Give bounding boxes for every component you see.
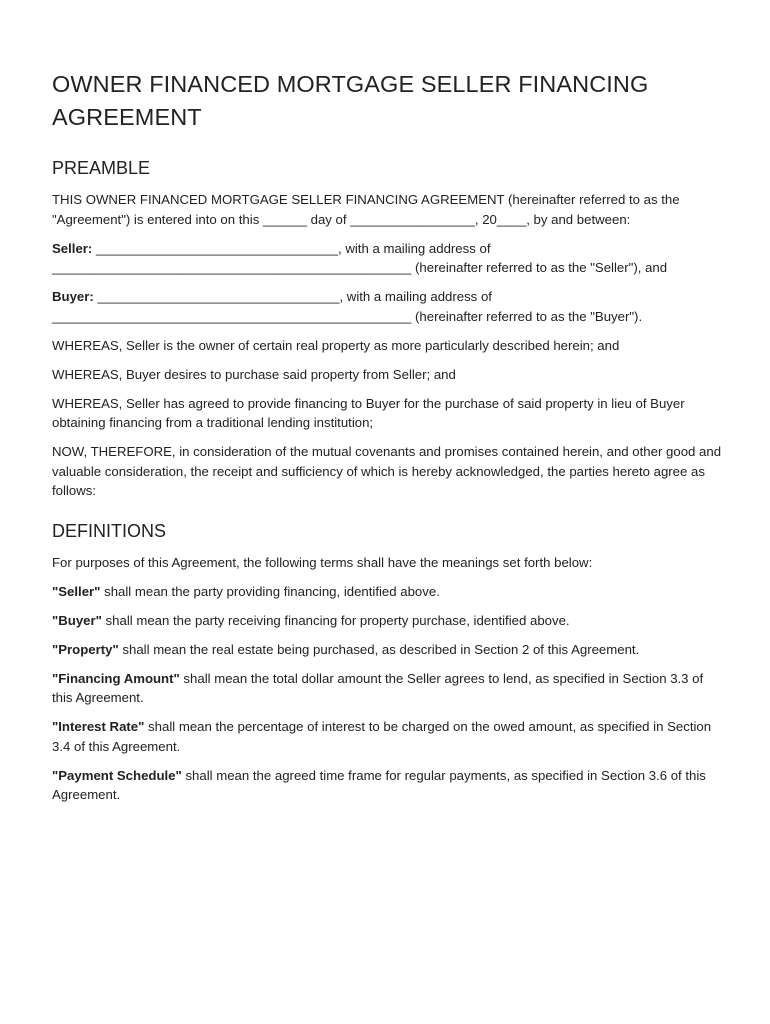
document-page (52, 68, 722, 814)
definition-term: "Property" (52, 641, 119, 657)
definition-text: shall mean the real estate being purchased, as described in Section 2 of this Agreement. (118, 641, 640, 657)
seller-label: Seller: (52, 240, 93, 256)
definition-term: "Interest Rate" (52, 719, 145, 734)
buyer-label: Buyer: (52, 289, 94, 304)
definition-text: shall mean the party providing financing, identified above. (100, 583, 440, 599)
definition-item-property (52, 640, 722, 660)
definition-text: shall mean the party receiving financing for property purchase, identified above. (101, 612, 570, 628)
preamble-intro: THIS OWNER FINANCED MORTGAGE SELLER FINANCING AGREEMENT (hereinafter referred to as the "Agreement") is entered into on this ______ day of _________________, 20____, by and between: (52, 192, 680, 227)
now-therefore-clause: NOW, THEREFORE, in consideration of the mutual covenants and promises contained herein, and other good and valuable consideration, the receipt and sufficiency of which is hereby acknowledged, the parties hereto agree as follows: (52, 444, 722, 498)
seller-text: _________________________________, with a mailing address of _________________________________________________ (hereinafter referred to as the "Seller"), and (52, 240, 668, 275)
definition-item-buyer (52, 611, 722, 631)
definition-term: "Financing Amount" (52, 670, 180, 686)
preamble-heading: PREAMBLE (52, 158, 151, 178)
seller-paragraph (52, 239, 722, 278)
definition-term: "Payment Schedule" (52, 767, 182, 783)
definition-text: shall mean the total dollar amount the Seller agrees to lend, as specified in Section 3.3 of this Agreement. (52, 670, 704, 705)
definition-item-seller (52, 582, 722, 602)
definition-term: "Buyer" (52, 612, 102, 628)
buyer-paragraph (52, 287, 722, 326)
whereas-clause-2: WHEREAS, Buyer desires to purchase said property from Seller; and (52, 366, 456, 382)
definition-item-payment-schedule (52, 766, 722, 805)
definition-text: shall mean the percentage of interest to be charged on the owed amount, as specified in Section 3.4 of this Agreement. (52, 719, 712, 754)
whereas-clause-1: WHEREAS, Seller is the owner of certain real property as more particularly described herein; and (52, 337, 620, 353)
buyer-text: _________________________________, with a mailing address of _________________________________________________ (hereinafter referred to as the "Buyer"). (52, 289, 643, 324)
definition-text: shall mean the agreed time frame for regular payments, as specified in Section 3.6 of this Agreement. (52, 767, 706, 802)
definition-term: "Seller" (52, 583, 101, 599)
whereas-clause-3: WHEREAS, Seller has agreed to provide financing to Buyer for the purchase of said property in lieu of Buyer obtaining financing from a traditional lending institution; (52, 395, 685, 430)
definitions-heading: DEFINITIONS (52, 520, 167, 541)
definition-item-financing-amount (52, 669, 722, 708)
document-title: OWNER FINANCED MORTGAGE SELLER FINANCING AGREEMENT (52, 71, 649, 130)
definition-item-interest-rate (52, 717, 722, 756)
definitions-intro: For purposes of this Agreement, the following terms shall have the meanings set forth below: (52, 554, 593, 570)
